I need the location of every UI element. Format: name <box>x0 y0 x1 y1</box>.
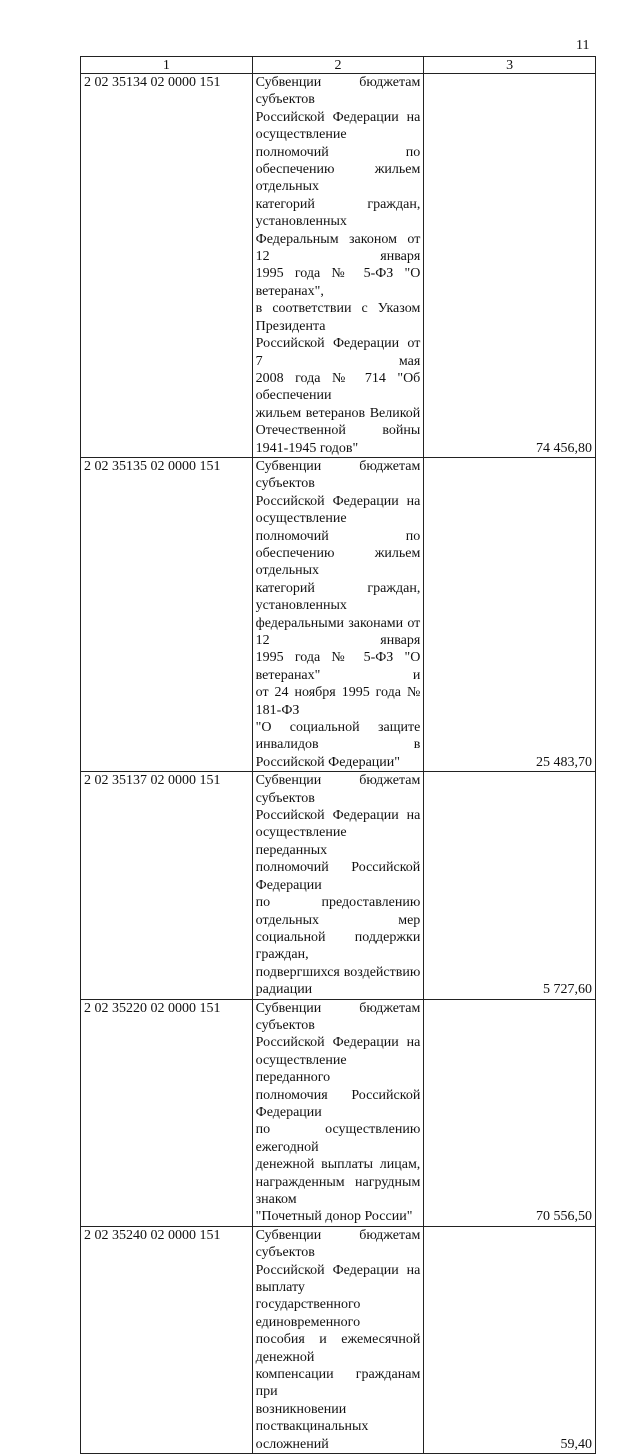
description-line: осуществление переданного <box>255 1052 347 1086</box>
description-line: Субвенции бюджетам субъектов <box>255 1000 421 1033</box>
description-line: категорий граждан, установленных <box>255 196 421 230</box>
description-line: осложнений <box>255 1436 329 1452</box>
description-line: компенсации гражданам при <box>255 1367 421 1400</box>
page-number: 11 <box>576 38 590 53</box>
description-line: Российской Федерации на <box>255 808 421 824</box>
column-header-3: 3 <box>424 57 596 74</box>
description-line: Субвенции бюджетам субъектов <box>255 1227 421 1261</box>
description-cell <box>252 457 424 771</box>
description-line: 1995 года № 5-ФЗ "О ветеранах" и <box>255 650 421 683</box>
column-header-1: 1 <box>81 57 253 74</box>
description-cell <box>252 74 424 458</box>
budget-code-cell: 2 02 35220 02 0000 151 <box>81 999 253 1226</box>
table-row <box>81 772 596 999</box>
budget-code-cell: 2 02 35135 02 0000 151 <box>81 457 253 771</box>
description-line: подвергшихся воздействию радиации <box>255 964 421 998</box>
table-row <box>81 999 596 1226</box>
description-line: государственного единовременного <box>255 1297 361 1330</box>
description-line: осуществление переданных <box>255 825 347 858</box>
description-line: категорий граждан, установленных <box>255 580 421 614</box>
description-line: денежной выплаты лицам, <box>255 1157 421 1173</box>
amount-cell: 25 483,70 <box>424 457 596 771</box>
table-header-row <box>81 57 596 74</box>
description-line: осуществление полномочий по <box>255 511 421 544</box>
description-line: в соответствии с Указом Президента <box>255 301 421 334</box>
description-line: "Почетный донор России" <box>255 1209 413 1225</box>
description-cell <box>252 1226 424 1453</box>
table-row <box>81 1226 596 1453</box>
amount-cell: 74 456,80 <box>424 74 596 458</box>
description-cell <box>252 999 424 1226</box>
description-line: от 24 ноября 1995 года № 181-ФЗ <box>255 685 421 718</box>
description-line: Субвенции бюджетам субъектов <box>255 773 421 806</box>
column-header-2: 2 <box>252 57 424 74</box>
description-line: осуществление полномочий по <box>255 127 421 160</box>
description-line: 1941-1945 годов" <box>255 440 359 456</box>
description-line: Российской Федерации" <box>255 754 400 770</box>
table-row <box>81 74 596 458</box>
table-body <box>81 74 596 1454</box>
description-line: Российской Федерации на <box>255 493 421 509</box>
description-line: возникновении поствакцинальных <box>255 1401 369 1435</box>
budget-code-cell: 2 02 35137 02 0000 151 <box>81 772 253 999</box>
description-line: награжденным нагрудным знаком <box>255 1174 421 1207</box>
description-line: жильем ветеранов Великой <box>255 405 421 421</box>
description-line: социальной поддержки граждан, <box>255 929 421 963</box>
budget-table <box>80 56 596 1454</box>
description-line: Субвенции бюджетам субъектов <box>255 458 421 492</box>
description-line: обеспечению жильем отдельных <box>255 162 421 195</box>
description-line: по осуществлению ежегодной <box>255 1122 421 1155</box>
table-row <box>81 457 596 771</box>
description-line: Отечественной войны <box>255 423 421 439</box>
description-line: федеральными законами от 12 января <box>255 615 421 648</box>
amount-cell: 5 727,60 <box>424 772 596 999</box>
description-line: Российской Федерации от 7 мая <box>255 336 421 369</box>
description-line: по предоставлению отдельных мер <box>255 895 421 928</box>
description-line: обеспечению жильем отдельных <box>255 545 421 579</box>
description-line: Российской Федерации на <box>255 1035 421 1051</box>
description-line: 1995 года № 5-ФЗ "О ветеранах", <box>255 266 421 299</box>
description-line: полномочия Российской Федерации <box>255 1087 421 1120</box>
budget-code-cell: 2 02 35240 02 0000 151 <box>81 1226 253 1453</box>
description-line: пособия и ежемесячной денежной <box>255 1332 421 1365</box>
amount-cell: 59,40 <box>424 1226 596 1453</box>
amount-cell: 70 556,50 <box>424 999 596 1226</box>
description-line: Субвенции бюджетам субъектов <box>255 75 421 108</box>
description-line: полномочий Российской Федерации <box>255 860 421 893</box>
description-line: Российской Федерации на выплату <box>255 1262 421 1296</box>
description-line: "О социальной защите инвалидов в <box>255 720 421 753</box>
budget-code-cell: 2 02 35134 02 0000 151 <box>81 74 253 458</box>
description-line: Федеральным законом от 12 января <box>255 231 421 265</box>
description-line: 2008 года № 714 "Об обеспечении <box>255 370 421 404</box>
description-cell <box>252 772 424 999</box>
description-line: Российской Федерации на <box>255 109 421 125</box>
